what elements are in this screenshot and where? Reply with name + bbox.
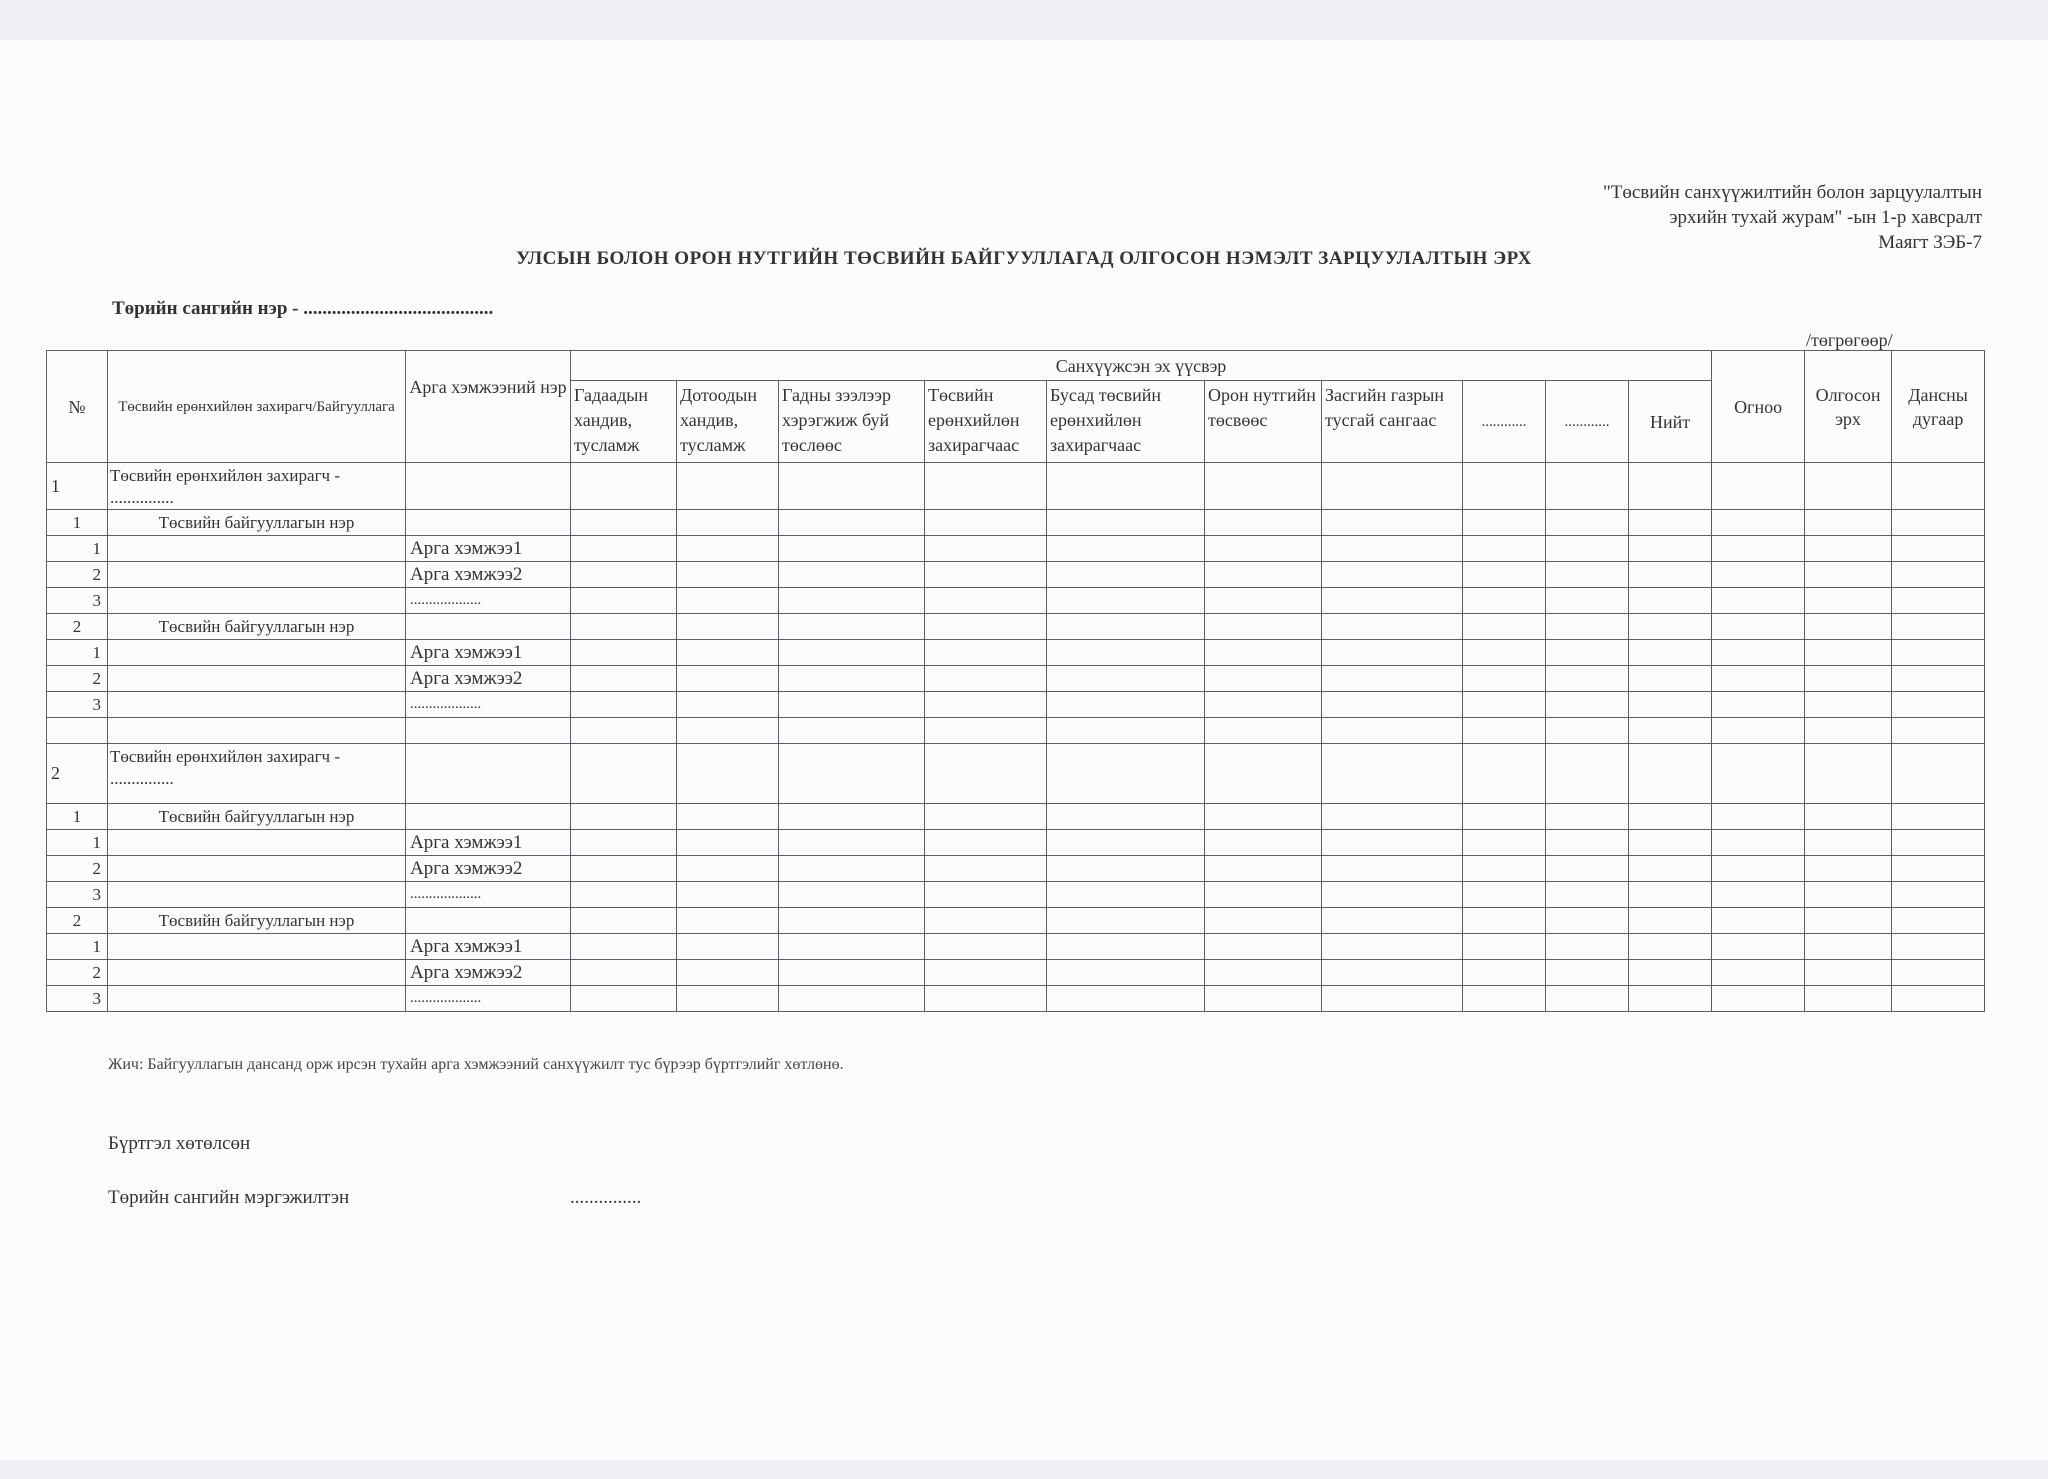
measure-name: ................... [406, 986, 571, 1012]
measure-row [47, 666, 1985, 692]
measure-row [47, 830, 1985, 856]
header-source-other-manager: Бусад төсвийн ерөнхийлөн захирагчаас [1047, 381, 1205, 463]
measure-row [47, 692, 1985, 718]
measure-row [47, 960, 1985, 986]
org-name: Төсвийн байгууллагын нэр [108, 804, 406, 830]
signature-line: ............... [570, 1187, 642, 1208]
annex-line-1: "Төсвийн санхүүжилтийн болон зарцуулалтын [1602, 182, 1982, 203]
measure-number: 1 [47, 640, 108, 666]
org-number: 1 [47, 510, 108, 536]
measure-row [47, 856, 1985, 882]
spacer-row [47, 718, 1985, 744]
section-row [47, 744, 1985, 804]
header-source-foreign-aid: Гадаадын хандив, тусламж [571, 381, 677, 463]
header-source-foreign-loan: Гадны зээлээр хэрэгжиж буй төслөөс [779, 381, 925, 463]
measure-row [47, 934, 1985, 960]
measure-name: Арга хэмжээ2 [406, 562, 571, 588]
measure-number: 2 [47, 856, 108, 882]
header-budget-manager: Төсвийн ерөнхийлөн захирагч/Байгууллага [108, 351, 406, 463]
registered-by-label: Бүртгэл хөтөлсөн [108, 1133, 251, 1154]
org-number: 2 [47, 614, 108, 640]
measure-row [47, 536, 1985, 562]
measure-number: 3 [47, 692, 108, 718]
header-date: Огноо [1712, 351, 1805, 463]
header-source-total: Нийт [1629, 381, 1712, 463]
currency-unit: /төгрөгөөр/ [1806, 330, 1893, 350]
measure-number: 3 [47, 588, 108, 614]
header-number: № [47, 351, 108, 463]
measure-name: ................... [406, 692, 571, 718]
org-number: 2 [47, 908, 108, 934]
measure-row [47, 588, 1985, 614]
section-row [47, 463, 1985, 510]
measure-row [47, 640, 1985, 666]
section-title: Төсвийн ерөнхийлөн захирагч - ............... [108, 744, 406, 804]
measure-row [47, 562, 1985, 588]
measure-number: 3 [47, 882, 108, 908]
header-measure-name: Арга хэмжээний нэр [406, 351, 571, 463]
measure-number: 1 [47, 934, 108, 960]
measure-name: Арга хэмжээ1 [406, 830, 571, 856]
measure-row [47, 986, 1985, 1012]
annex-line-2: эрхийн тухай журам" -ын 1-р хавсралт [1669, 207, 1982, 228]
measure-number: 1 [47, 536, 108, 562]
allocation-table [46, 350, 1985, 1012]
annex-reference [1603, 180, 1982, 255]
header-source-budget-manager: Төсвийн ерөнхийлөн захирагчаас [925, 381, 1047, 463]
org-name: Төсвийн байгууллагын нэр [108, 510, 406, 536]
footnote: Жич: Байгууллагын дансанд орж ирсэн тухайн арга хэмжээний санхүүжилт тус бүрээр бүртгэлийг хөтлөнө. [108, 1056, 844, 1073]
org-row [47, 804, 1985, 830]
measure-name: Арга хэмжээ1 [406, 536, 571, 562]
measure-number: 2 [47, 562, 108, 588]
header-funding-source: Санхүүжсэн эх үүсвэр [571, 351, 1712, 381]
section-number: 1 [47, 463, 108, 510]
org-row [47, 908, 1985, 934]
org-name: Төсвийн байгууллагын нэр [108, 614, 406, 640]
measure-number: 3 [47, 986, 108, 1012]
measure-name: Арга хэмжээ2 [406, 960, 571, 986]
document-title: УЛСЫН БОЛОН ОРОН НУТГИЙН ТӨСВИЙН БАЙГУУЛЛАГАД ОЛГОСОН НЭМЭЛТ ЗАРЦУУЛАЛТЫН ЭРХ [516, 248, 1532, 269]
section-title: Төсвийн ерөнхийлөн захирагч - ............... [108, 463, 406, 510]
header-source-local-budget: Орон нутгийн төсвөөс [1205, 381, 1322, 463]
measure-row [47, 882, 1985, 908]
header-source-blank-2: ............ [1546, 381, 1629, 463]
header-granted-right: Олгосон эрх [1805, 351, 1892, 463]
measure-name: Арга хэмжээ2 [406, 666, 571, 692]
org-row [47, 510, 1985, 536]
measure-number: 2 [47, 666, 108, 692]
org-name: Төсвийн байгууллагын нэр [108, 908, 406, 934]
header-source-blank-1: ............ [1463, 381, 1546, 463]
measure-name: Арга хэмжээ1 [406, 640, 571, 666]
specialist-label: Төрийн сангийн мэргэжилтэн [108, 1187, 350, 1208]
measure-name: ................... [406, 588, 571, 614]
form-code: Маягт ЗЭБ-7 [1878, 232, 1982, 253]
measure-name: Арга хэмжээ2 [406, 856, 571, 882]
header-source-domestic-aid: Дотоодын хандив, тусламж [677, 381, 779, 463]
org-number: 1 [47, 804, 108, 830]
measure-name: Арга хэмжээ1 [406, 934, 571, 960]
measure-number: 2 [47, 960, 108, 986]
measure-name: ................... [406, 882, 571, 908]
treasury-name-label: Төрийн сангийн нэр - ........................................ [112, 298, 494, 319]
header-account-number: Дансны дугаар [1892, 351, 1985, 463]
section-number: 2 [47, 744, 108, 804]
measure-number: 1 [47, 830, 108, 856]
org-row [47, 614, 1985, 640]
header-source-government-fund: Засгийн газрын тусгай сангаас [1322, 381, 1463, 463]
